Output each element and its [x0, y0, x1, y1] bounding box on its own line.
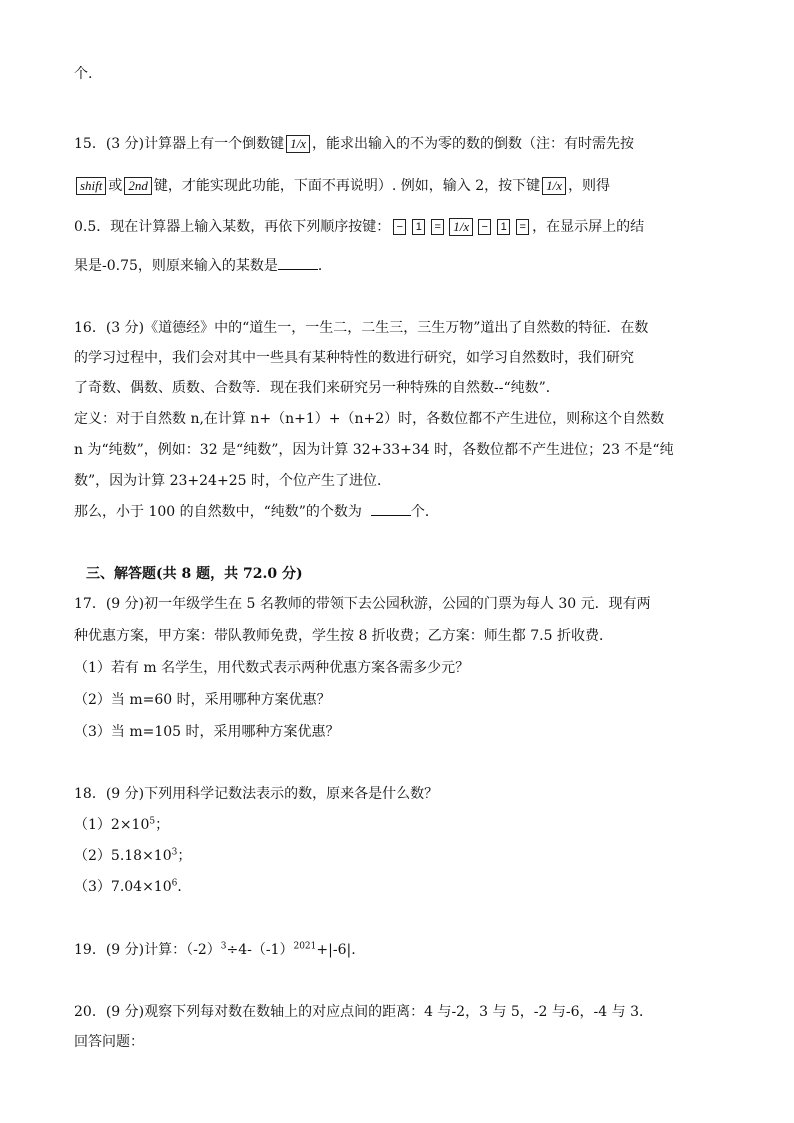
q16-line3: 了奇数、偶数、质数、合数等．现在我们来研究另一种特殊的自然数--“纯数”．: [74, 380, 560, 396]
q15-text: 果是-0.75，则原来输入的某数是: [74, 258, 278, 274]
q15-text: 15．(3 分)计算器上有一个倒数键: [74, 136, 285, 152]
prev-question-fragment: [74, 64, 92, 84]
q18-line1: 18．(9 分)下列用科学记数法表示的数，原来各是什么数？: [74, 786, 439, 802]
q15-text: ，能求出输入的不为零的数的倒数（注：有时需先按: [312, 136, 634, 152]
exponent: 2021: [293, 941, 317, 952]
q17-part1: （1）若有 m 名学生，用代数式表示两种优惠方案各需多少元？: [74, 660, 470, 676]
q20-line1: 20．(9 分)观察下列每对数在数轴上的对应点间的距离：4 与-2，3 与 5，-2 与-6，-4 与 3．: [74, 1004, 653, 1020]
reciprocal-key: 1/x: [449, 218, 473, 236]
q16-line1: 16．(3 分)《道德经》中的“道生一，一生二，二生三，三生万物”道出了自然数的特征．在数: [74, 320, 649, 336]
exponent: 3: [171, 847, 178, 858]
q18-text: （2）5.18×10: [74, 848, 172, 864]
q16-line4: 定义：对于自然数 n,在计算 n+（n+1）+（n+2）时，各数位都不产生进位，则称这个自然数: [74, 411, 665, 427]
answer-blank: [278, 257, 318, 270]
q15-text: ．: [317, 258, 332, 274]
one-key: 1: [412, 219, 425, 235]
q15-text: ，则得: [568, 178, 611, 194]
q20-line2: 回答问题：: [74, 1034, 144, 1050]
reciprocal-key: 1/x: [286, 135, 310, 153]
q18-part1: [74, 815, 169, 835]
minus-key: −: [393, 219, 406, 235]
fragment-text: 个.: [74, 66, 93, 82]
q17-part3: （3）当 m=105 时，采用哪种方案优惠？: [74, 724, 340, 740]
equals-key: =: [516, 219, 529, 235]
q15-text: ，在显示屏上的结: [532, 219, 645, 235]
q15-text: 0.5．现在计算器上输入某数，再依下列顺序按键：: [74, 219, 391, 235]
q16-line7: [74, 502, 439, 522]
section-heading: 三、解答题(共 8 题，共 72.0 分): [86, 566, 303, 582]
exponent: 3: [220, 941, 227, 952]
q18-text: ．: [177, 879, 192, 895]
second-key: 2nd: [124, 177, 152, 195]
q15-line2: [74, 176, 610, 196]
q18-text: ；: [155, 817, 170, 833]
q19-text: 19．(9 分)计算：（-2）: [74, 942, 221, 958]
q15-line1: [74, 134, 634, 154]
q18-text: （3）7.04×10: [74, 879, 172, 895]
q15-text: 键，才能实现此功能，下面不再说明）. 例如，输入 2，按下键: [153, 178, 541, 194]
q18-part2: [74, 846, 191, 866]
one-key: 1: [497, 219, 510, 235]
shift-key: shift: [76, 177, 106, 195]
q17-line2: 种优惠方案，甲方案：带队教师免费，学生按 8 折收费；乙方案：师生都 7.5 折收费．: [74, 628, 613, 644]
q19-text: ÷4-（-1）: [226, 942, 294, 958]
equals-key: =: [431, 219, 444, 235]
q19-text: +|-6|.: [316, 942, 356, 958]
exponent: 6: [171, 878, 178, 889]
reciprocal-key: 1/x: [542, 177, 566, 195]
minus-key: −: [478, 219, 491, 235]
q15-line4: [74, 256, 332, 276]
q16-line2: 的学习过程中，我们会对其中一些具有某种特性的数进行研究，如学习自然数时，我们研究: [74, 350, 634, 366]
answer-blank: [371, 503, 411, 516]
q17-line1: 17．(9 分)初一年级学生在 5 名教师的带领下去公园秋游，公园的门票为每人 30 元．现有两: [74, 596, 651, 612]
exponent: 5: [149, 816, 156, 827]
q17-part2: （2）当 m=60 时，采用哪种方案优惠？: [74, 692, 331, 708]
question-19: [74, 940, 356, 960]
q16-text: 那么，小于 100 的自然数中，“纯数”的个数为: [74, 504, 362, 520]
q18-text: ；: [177, 848, 192, 864]
q18-part3: [74, 877, 191, 897]
q16-text: 个．: [410, 504, 439, 520]
q15-text: 或: [108, 178, 123, 194]
q15-line3: [74, 217, 644, 237]
q18-text: （1）2×10: [74, 817, 150, 833]
q16-line5: n 为“纯数”，例如：32 是“纯数”，因为计算 32+33+34 时，各数位都不产生进位；23 不是“纯: [74, 442, 674, 458]
q16-line6: 数”，因为计算 23+24+25 时，个位产生了进位．: [74, 473, 391, 489]
